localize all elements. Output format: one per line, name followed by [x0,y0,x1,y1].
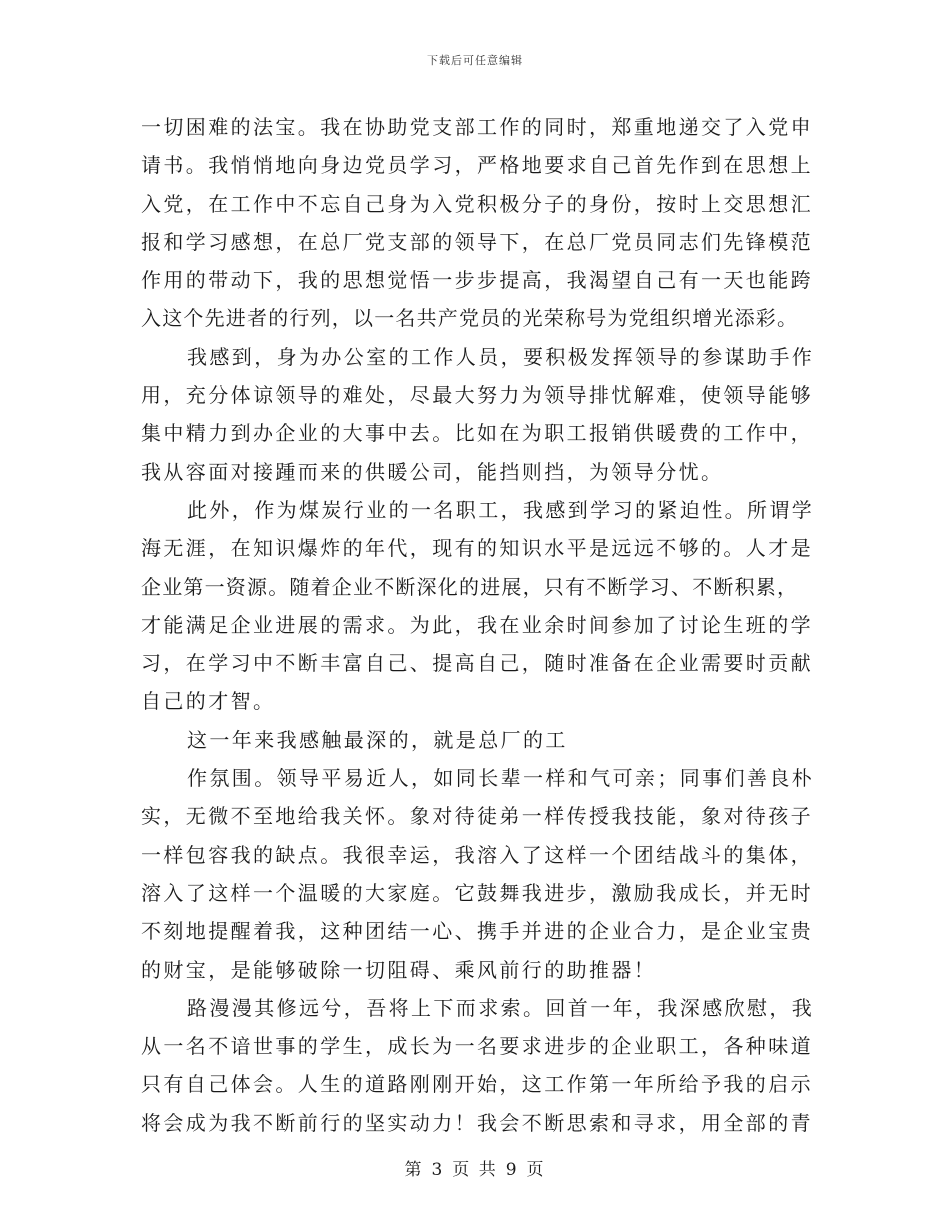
text-line: 溶入了这样一个温暖的大家庭。它鼓舞我进步，激励我成长，并无时 [141,880,813,905]
page-label-mid: 页 共 [452,1160,498,1180]
page-label-suffix: 页 [526,1160,546,1180]
paragraph-start: 此外，作为煤炭行业的一名职工，我感到学习的紧迫性。所谓学 [187,497,815,522]
text-line: 入这个先进者的行列，以一名共产党员的光荣称号为党组织增光添彩。 [141,306,799,331]
text-line: 用，充分体谅领导的难处，尽最大努力为领导排忧解难，使领导能够 [141,383,813,408]
page-number: 3 [431,1160,445,1180]
paragraph-start: 作氛围。领导平易近人，如同长辈一样和气可亲；同事们善良朴 [187,766,815,791]
page-header: 下载后可任意编辑 [427,54,523,67]
text-line: 才能满足企业进展的需求。为此，我在业余时间参加了讨论生班的学 [141,612,813,637]
text-line: 只有自己体会。人生的道路刚刚开始，这工作第一年所给予我的启示 [141,1072,813,1097]
text-line: 集中精力到办企业的大事中去。比如在为职工报销供暖费的工作中， [141,421,813,446]
text-line: 的财宝，是能够破除一切阻碍、乘风前行的助推器！ [141,957,657,982]
text-line: 自己的才智。 [141,689,276,714]
text-line: 一样包容我的缺点。我很幸运，我溶入了这样一个团结战斗的集体， [141,842,813,867]
text-line: 我从容面对接踵而来的供暖公司，能挡则挡，为领导分忧。 [141,459,724,484]
text-line: 从一名不谙世事的学生，成长为一名要求进步的企业职工，各种味道 [141,1034,813,1059]
text-line: 报和学习感想，在总厂党支部的领导下，在总厂党员同志们先锋模范 [141,229,813,254]
text-line: 企业第一资源。随着企业不断深化的进展，只有不断学习、不断积累， [141,574,799,599]
text-line: 海无涯，在知识爆炸的年代，现有的知识水平是远远不够的。人才是 [141,536,813,561]
text-line: 不刻地提醒着我，这种团结一心、携手并进的企业合力，是企业宝贵 [141,919,813,944]
paragraph-start: 这一年来我感触最深的，就是总厂的工 [187,727,568,752]
text-line: 将会成为我不断前行的坚实动力！我会不断思索和寻求，用全部的青 [141,1110,813,1135]
text-line: 请书。我悄悄地向身边党员学习，严格地要求自己首先作到在思想上 [141,153,813,178]
paragraph-start: 我感到，身为办公室的工作人员，要积极发挥领导的参谋助手作 [187,344,815,369]
text-line: 一切困难的法宝。我在协助党支部工作的同时，郑重地递交了入党申 [141,115,813,139]
total-pages: 9 [505,1160,519,1180]
page-footer [0,1155,950,1180]
text-line: 习，在学习中不断丰富自己、提高自己，随时准备在企业需要时贡献 [141,651,813,676]
text-line: 实，无微不至地给我关怀。象对待徒弟一样传授我技能，象对待孩子 [141,804,813,829]
text-line: 作用的带动下，我的思想觉悟一步步提高，我渴望自己有一天也能跨 [141,268,813,293]
page-label-prefix: 第 [404,1160,424,1180]
text-line: 入党，在工作中不忘自己身为入党积极分子的身份，按时上交思想汇 [141,191,813,216]
document-body [141,108,815,1142]
paragraph-start: 路漫漫其修远兮，吾将上下而求索。回首一年，我深感欣慰，我 [187,995,815,1020]
